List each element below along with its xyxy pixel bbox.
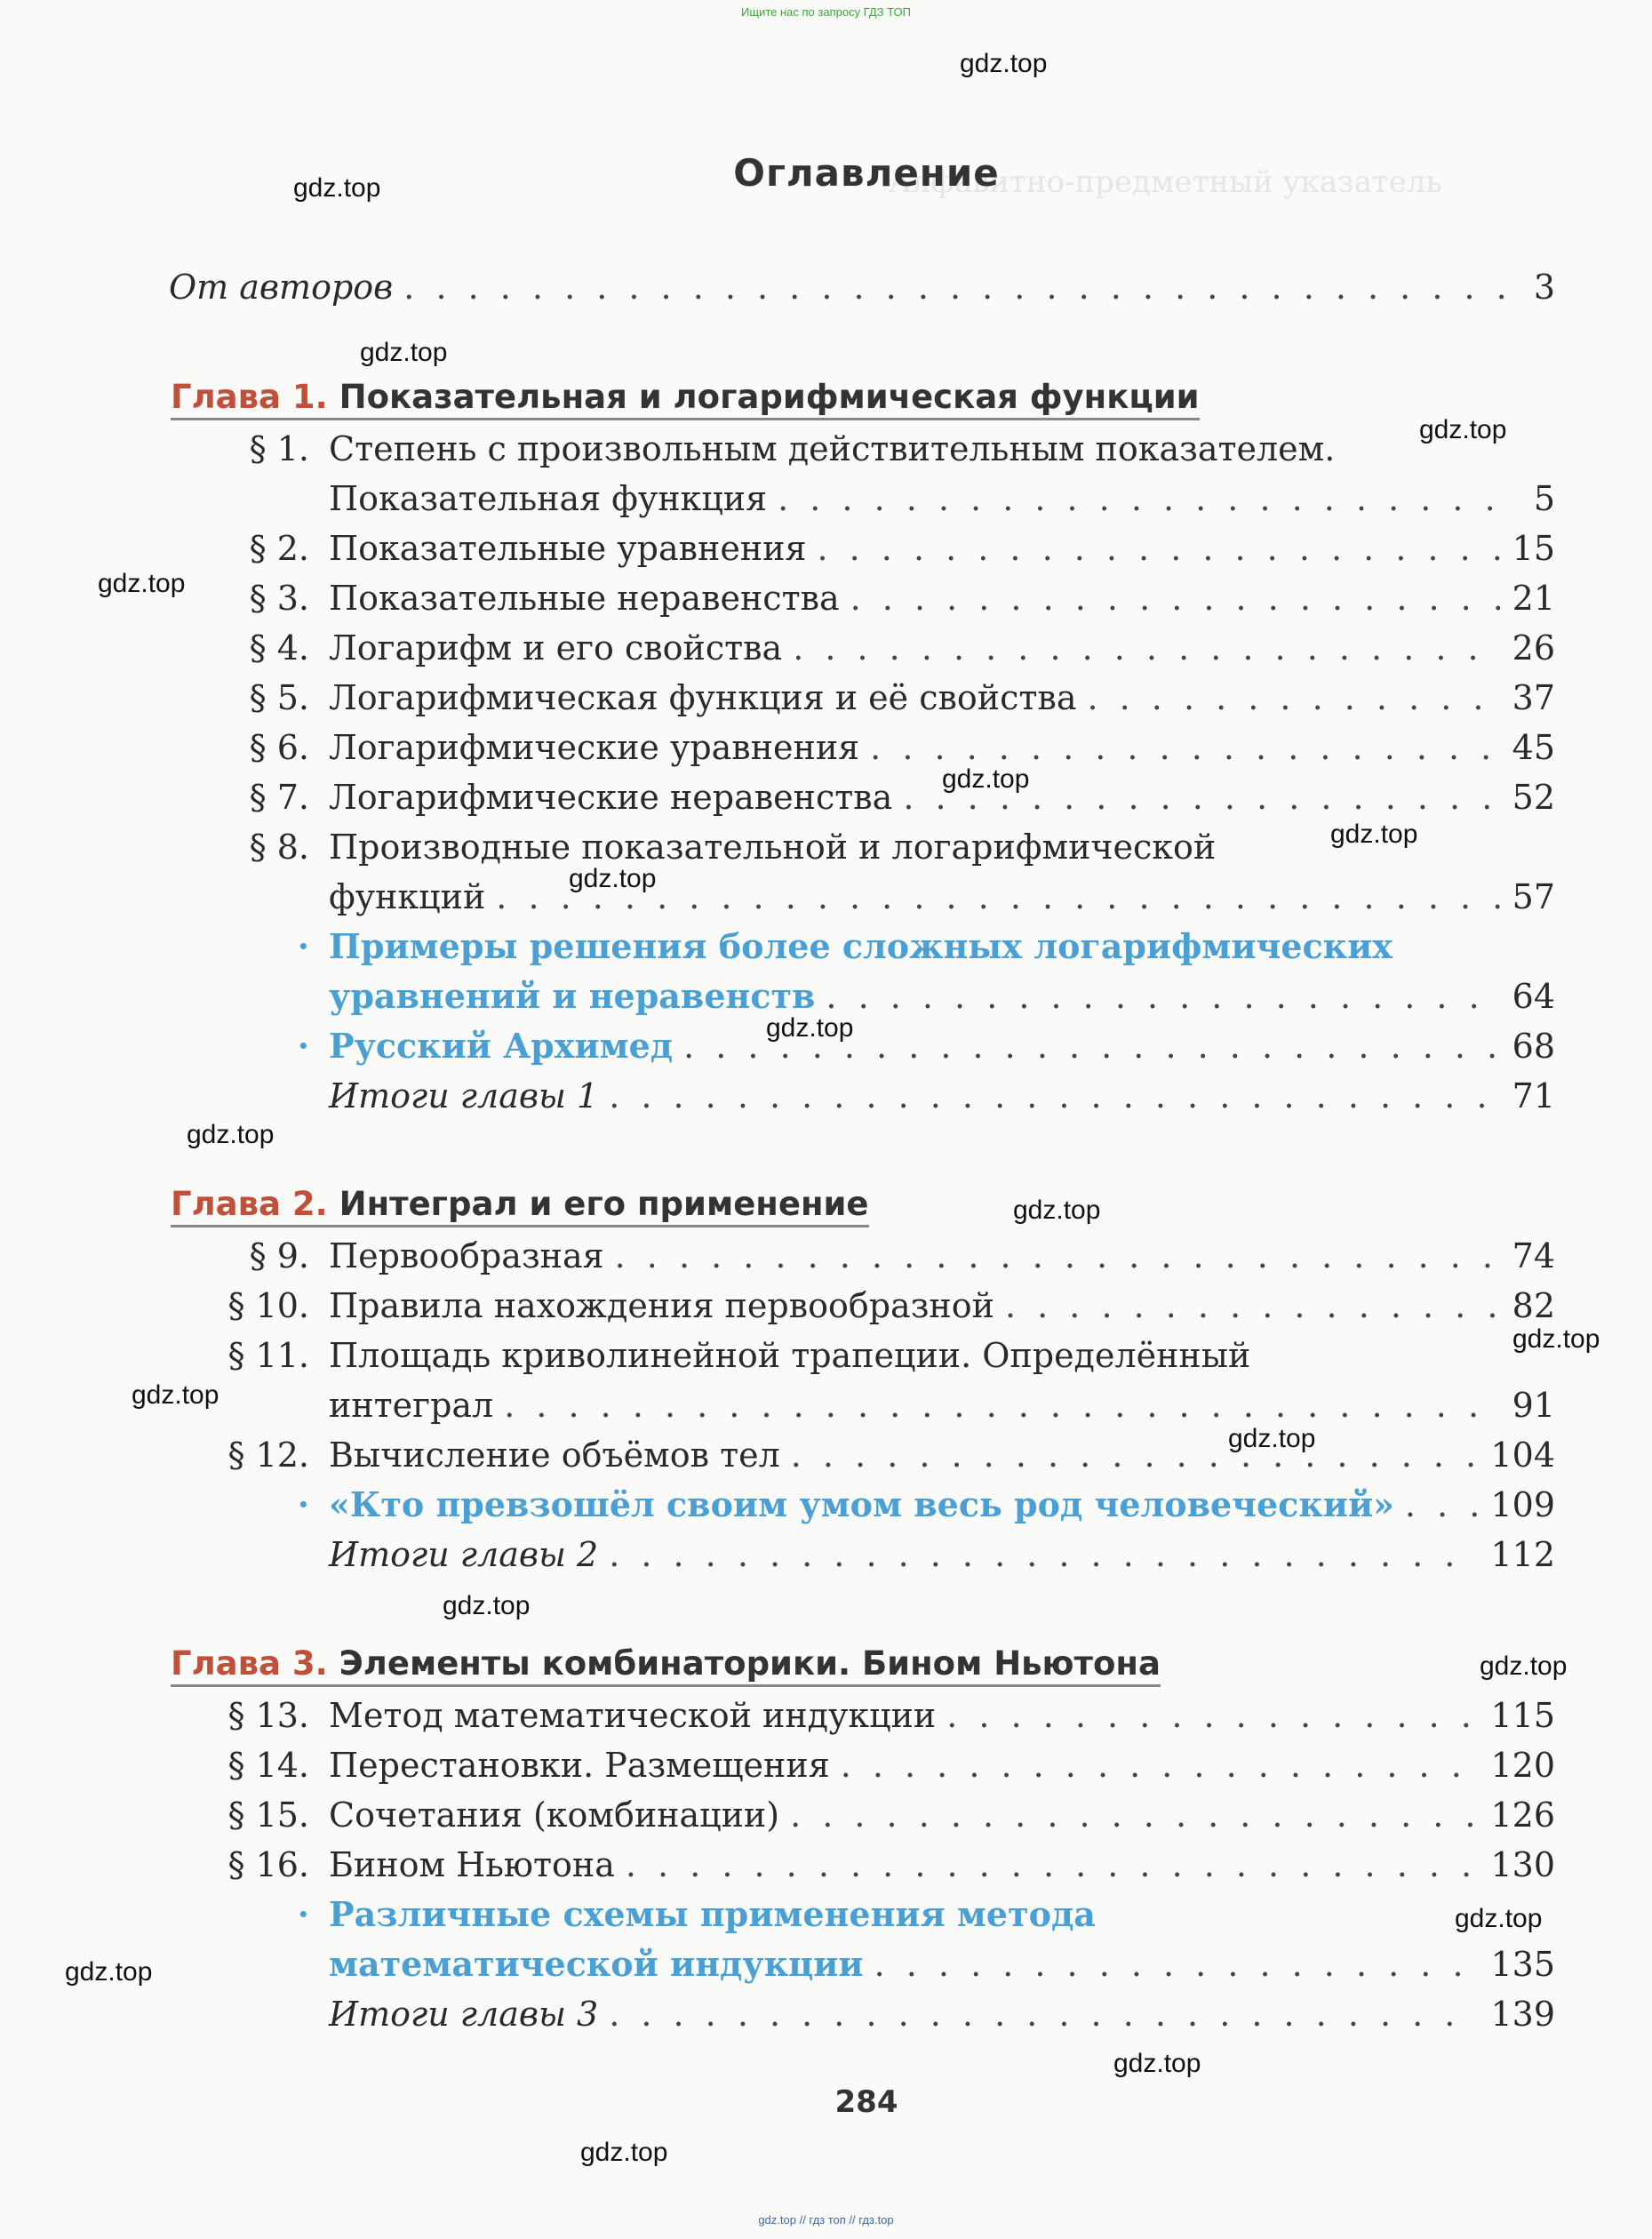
watermark: gdz.top [569,864,657,893]
toc-page: 15 [1512,529,1555,568]
chapter-title: Элементы комбинаторики. Бином Ньютона [339,1644,1161,1683]
toc-item[interactable] [169,1430,1555,1480]
section-number: § 2. [249,529,309,568]
toc-page: 135 [1490,1945,1555,1984]
toc-item[interactable] [169,1840,1555,1890]
section-number: § 4. [249,628,309,668]
toc-item[interactable] [169,822,1555,872]
toc-extra[interactable]: · «Кто превзошёл своим умом весь род человеческий» . . . 109 [169,1480,1555,1530]
chapter-heading[interactable] [171,1644,1161,1687]
toc-page: 3 [1533,268,1555,307]
section-title: интеграл [329,1386,494,1425]
toc-page: 26 [1512,628,1555,668]
toc-page: 126 [1490,1795,1555,1835]
toc-item[interactable] [169,623,1555,673]
section-title: Правила нахождения первообразной [329,1286,994,1325]
section-number: § 7. [249,778,309,817]
summary-title: Итоги главы 1 [329,1076,599,1116]
watermark: gdz.top [65,1957,153,1987]
toc-page: 120 [1490,1746,1555,1785]
toc-page: 68 [1512,1027,1555,1066]
toc-item[interactable] [169,474,1555,524]
watermark: gdz.top [132,1380,219,1410]
extra-title: математической индукции [329,1944,864,1984]
toc-page: 104 [1490,1435,1555,1475]
toc-item[interactable] [169,424,1555,474]
section-title: Вычисление объёмов тел [329,1435,780,1475]
watermark: gdz.top [580,2138,668,2167]
section-title: Степень с произвольным действительным показателем. [329,429,1336,468]
chapter-number: Глава 1. [171,378,328,416]
section-title: Показательные неравенства [329,579,840,618]
toc-page: 5 [1533,479,1555,518]
watermark: gdz.top [942,764,1030,794]
section-number: § 10. [227,1286,309,1325]
section-title: Показательные уравнения [329,529,807,568]
extra-title: Примеры решения более сложных логарифмических [329,926,1393,966]
section-title: функций [329,877,486,916]
toc-page: 74 [1512,1236,1555,1275]
watermark: gdz.top [1455,1904,1543,1933]
toc-item[interactable] [169,1790,1555,1840]
toc-item[interactable] [169,872,1555,922]
watermark: gdz.top [1330,820,1418,849]
section-title: Перестановки. Размещения [329,1746,830,1785]
extra-title: уравнений и неравенств [329,976,816,1016]
toc-extra[interactable]: · Примеры решения более сложных логарифмических [169,922,1555,972]
summary-title: Итоги главы 3 [329,1995,599,2034]
watermark: gdz.top [443,1591,531,1620]
section-title: Показательная функция [329,479,768,518]
toc-page: 52 [1512,778,1555,817]
toc-page: 21 [1512,579,1555,618]
toc-item[interactable] [169,524,1555,573]
section-title: Логарифмическая функция и её свойства [329,678,1077,717]
toc-item[interactable] [169,1380,1555,1430]
toc-page: 112 [1490,1535,1555,1574]
chapter-title: Интеграл и его применение [339,1185,869,1223]
section-number: § 3. [249,579,309,618]
section-number: § 14. [227,1746,309,1785]
toc-summary[interactable] [169,1530,1555,1579]
section-number: § 11. [227,1336,309,1375]
toc-page: 82 [1512,1286,1555,1325]
section-number: § 5. [249,678,309,717]
toc-page: 45 [1512,728,1555,767]
toc-intro-label: От авторов [169,268,394,307]
watermark: gdz.top [960,49,1048,78]
toc-item[interactable] [169,1740,1555,1790]
watermark: gdz.top [766,1013,854,1043]
extra-title: Различные схемы применения метода [329,1894,1096,1934]
summary-title: Итоги главы 2 [329,1535,599,1574]
section-title: Сочетания (комбинации) [329,1795,780,1835]
chapter-title: Показательная и логарифмическая функции [339,378,1200,416]
watermark: gdz.top [360,338,448,367]
chapter-heading[interactable] [171,1185,869,1227]
toc-intro[interactable] [169,262,1555,312]
section-number: § 8. [249,828,309,867]
watermark: gdz.top [98,569,186,598]
watermark: gdz.top [1013,1195,1101,1225]
section-title: Первообразная [329,1236,604,1275]
toc-page: 109 [1490,1485,1555,1524]
toc-page: 57 [1512,877,1555,916]
toc-item[interactable] [169,573,1555,623]
toc-item[interactable] [169,772,1555,822]
watermark: gdz.top [1113,2049,1201,2078]
section-title: Логарифмические неравенства [329,778,893,817]
watermark: gdz.top [187,1120,275,1149]
toc-page: 91 [1512,1386,1555,1425]
watermark: gdz.top [293,173,381,203]
watermark: gdz.top [1480,1651,1568,1681]
chapter-number: Глава 2. [171,1185,328,1223]
toc-item[interactable] [169,1691,1555,1740]
watermark: gdz.top [1512,1324,1600,1354]
toc-extra[interactable] [169,1939,1555,1989]
page-title: Оглавление [733,151,1000,195]
section-number: § 1. [249,429,309,468]
toc-item[interactable] [169,1231,1555,1281]
section-title: Производные показательной и логарифмической [329,828,1217,867]
toc-page: 115 [1490,1696,1555,1735]
toc-page: 71 [1512,1076,1555,1116]
section-number: § 13. [227,1696,309,1735]
chapter-heading[interactable] [171,378,1200,420]
toc-item[interactable] [169,723,1555,772]
toc-summary[interactable] [169,1071,1555,1121]
section-title: Логарифмические уравнения [329,728,860,767]
toc-page: 37 [1512,678,1555,717]
section-number: § 6. [249,728,309,767]
toc-item[interactable] [169,1331,1555,1380]
extra-title: Русский Архимед [329,1026,674,1066]
toc-summary[interactable] [169,1989,1555,2039]
section-number: § 12. [227,1435,309,1475]
section-number: § 16. [227,1845,309,1884]
toc-page: 64 [1512,977,1555,1016]
top-note: Ищите нас по запросу ГДЗ ТОП [741,5,911,19]
chapter-number: Глава 3. [171,1644,328,1683]
toc-extra[interactable] [169,972,1555,1021]
bottom-note: gdz.top // гдз топ // гдз.top [758,2213,894,2227]
toc-item[interactable] [169,673,1555,723]
toc-extra[interactable]: · Различные схемы применения метода [169,1890,1555,1939]
watermark: gdz.top [1419,415,1507,444]
section-number: § 15. [227,1795,309,1835]
section-title: Метод математической индукции [329,1696,937,1735]
page-number: 284 [834,2084,898,2120]
toc-item[interactable] [169,1281,1555,1331]
toc-page: 130 [1490,1845,1555,1884]
toc-extra[interactable]: · Русский Архимед . . . 68 [169,1021,1555,1071]
section-title: Бином Ньютона [329,1845,615,1884]
section-title: Площадь криволинейной трапеции. Определённый [329,1336,1251,1375]
section-title: Логарифм и его свойства [329,628,783,668]
extra-title: «Кто превзошёл своим умом весь род человеческий» [329,1484,1394,1524]
toc-page: 139 [1490,1995,1555,2034]
watermark: gdz.top [1228,1424,1316,1453]
section-number: § 9. [249,1236,309,1275]
